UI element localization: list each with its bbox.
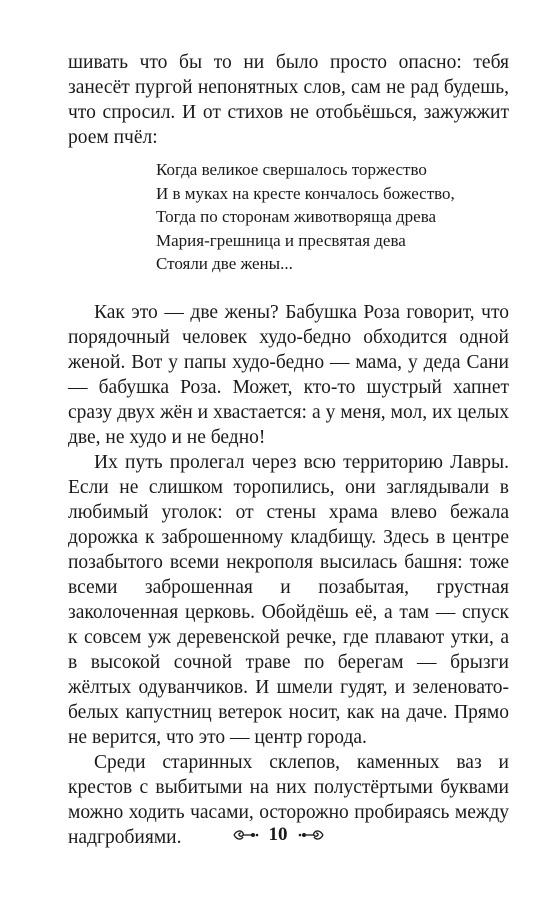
poem-line: Когда великое свершалось торжество [156,160,427,179]
poem-line: Тогда по сторонам животворяща древа [156,207,437,227]
poem-line: И в муках на кресте кончалось божество, [156,183,455,203]
paragraph: Их путь пролегал через всю территорию Лавры. Если не слишком торопились, они заглядывали в любимый уголок: от стены храма влево бежала дорожка к заброшенному кладбищу. Здесь в центре позабытого всеми некрополя высилась башня: тоже всеми заброшенная и позабытая, грустная заколоченная церковь. Обойдёшь её, а там — спуск к совсем уж деревенской речке, где плавают утки, а в высокой сочной траве по берегам — брызги жёлтых одуванчиков. И шмели гудят, и зеленовато-белых капустниц ветерок носит, как на даче. Прямо не верится, что это — центр города. [68,452,509,748]
paragraph: Как это — две жены? Бабушка Роза говорит, что порядочный человек худо-бедно обходится одной женой. Вот у папы худо-бедно — мама, у деда Сани — бабушка Роза. Может, кто-то шустрый хапнет сразу двух жён и хвастается: а у меня, мол, их целых две, не худо и не бедно! [68,302,509,448]
page-number: 10 [268,824,288,845]
fleuron-left-icon [233,827,259,843]
top-paragraph-block [68,50,509,150]
poem-line: Мария-грешница и пресвятая дева [156,230,406,250]
top-paragraph: шивать что бы то ни было просто опасно: тебя занесёт пургой непонятных слов, сам не рад будешь, что спросил. И от стихов не отобьёшься, зажужжит роем пчёл: [68,52,509,148]
body-text [68,300,509,850]
page-footer [0,824,556,846]
poem-excerpt [156,158,486,276]
paragraph: Среди старинных склепов, каменных ваз и крестов с выбитыми на них полустёртыми буквами можно ходить часами, осторожно пробираясь между надгробиями. [68,752,509,848]
poem-line: Стояли две жены... [156,254,293,274]
fleuron-right-icon [298,827,324,843]
